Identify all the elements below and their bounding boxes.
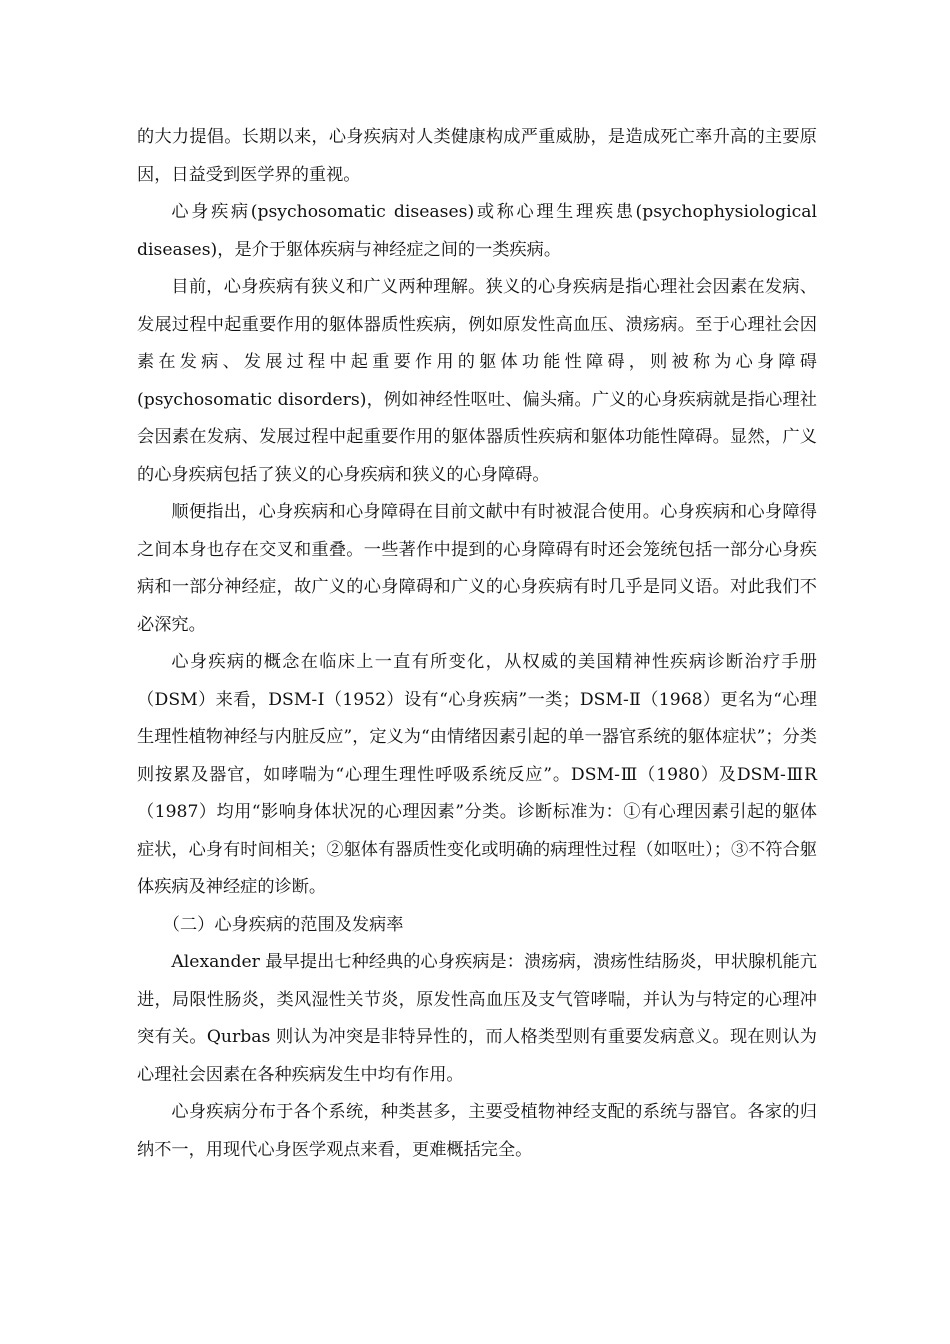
paragraph-dsm-history: 心身疾病的概念在临床上一直有所变化，从权威的美国精神性疾病诊断治疗手册（DSM）来看，DSM-Ⅰ（1952）设有“心身疾病”一类；DSM-Ⅱ（1968）更名为“心理生理性植物神经与内脏反应”，定义为“由情绪因素引起的单一器官系统的躯体症状”；分类则按累及器官，如哮喘为“心理生理性呼吸系统反应”。DSM-Ⅲ（1980）及DSM-ⅢR（1987）均用“影响身体状况的心理因素”分类。诊断标准为：①有心理因素引起的躯体症状，心身有时间相关；②躯体有器质性变化或明确的病理性过程（如呕吐）；③不符合躯体疾病及神经症的诊断。 — [137, 652, 817, 897]
paragraph-narrow-broad: 目前，心身疾病有狭义和广义两种理解。狭义的心身疾病是指心理社会因素在发病、发展过程中起重要作用的躯体器质性疾病，例如原发性高血压、溃疡病。至于心理社会因素在发病、发展过程中起重要作用的躯体功能性障碍，则被称为心身障碍(psychosomatic disorders)，例如神经性呕吐、偏头痛。广义的心身疾病就是指心理社会因素在发病、发展过程中起重要作用的躯体器质性疾病和躯体功能性障碍。显然，广义的心身疾病包括了狭义的心身疾病和狭义的心身障碍。 — [137, 277, 817, 485]
paragraph-continuation: 的大力提倡。长期以来，心身疾病对人类健康构成严重威胁，是造成死亡率升高的主要原因，日益受到医学界的重视。 — [137, 127, 817, 185]
paragraph-terminology-note: 顺便指出，心身疾病和心身障碍在目前文献中有时被混合使用。心身疾病和心身障得之间本身也存在交叉和重叠。一些著作中提到的心身障碍有时还会笼统包括一部分心身疾病和一部分神经症，故广义的心身障碍和广义的心身疾病有时几乎是同义语。对此我们不必深究。 — [137, 502, 817, 635]
paragraph-alexander: Alexander 最早提出七种经典的心身疾病是：溃疡病，溃疡性结肠炎，甲状腺机能亢进，局限性肠炎，类风湿性关节炎，原发性高血压及支气管哮喘，并认为与特定的心理冲突有关。Qurbas 则认为冲突是非特异性的，而人格类型则有重要发病意义。现在则认为心理社会因素在各种疾病发生中均有作用。 — [137, 952, 817, 1085]
paragraph-definition: 心身疾病(psychosomatic diseases)或称心理生理疾患(psychophysiological diseases)，是介于躯体疾病与神经症之间的一类疾病。 — [137, 202, 817, 260]
section-heading: （二）心身疾病的范围及发病率 — [162, 914, 404, 935]
paragraph-distribution: 心身疾病分布于各个系统，种类甚多，主要受植物神经支配的系统与器官。各家的归纳不一，用现代心身医学观点来看，更难概括完全。 — [137, 1102, 817, 1160]
document-page — [137, 119, 817, 1169]
